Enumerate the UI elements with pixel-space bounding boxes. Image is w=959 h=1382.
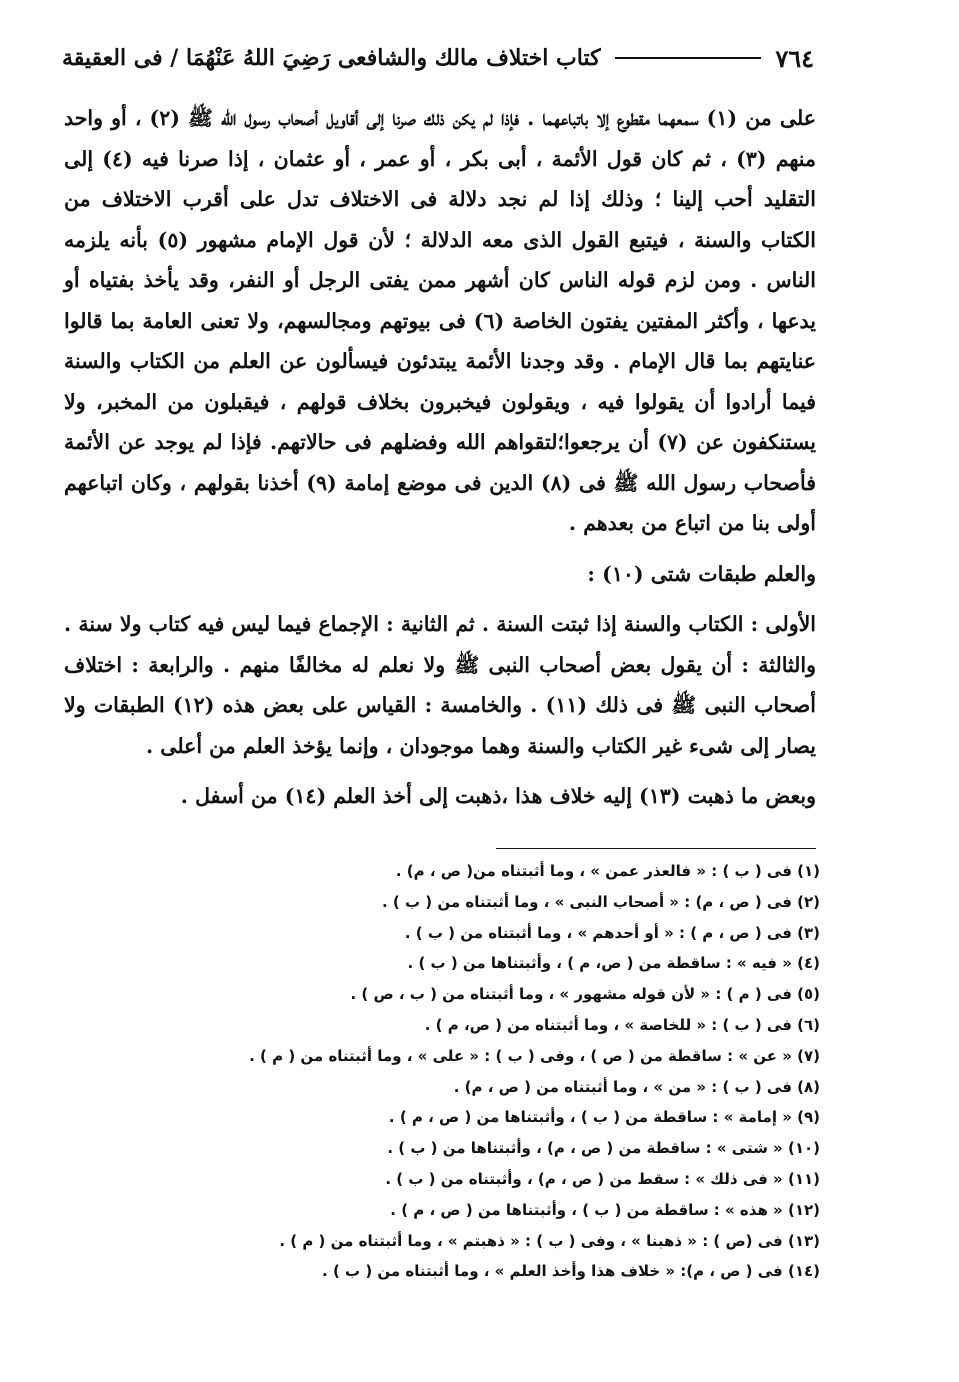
footnote-14: (١٤) فى ( ص ، م): « خلاف هذا وأخذ العلم » ، وما أثبتناه من ( ب ) .	[322, 1262, 820, 1281]
footnote-separator	[496, 848, 816, 849]
header-title: كتاب اختلاف مالك والشافعى رَضِيَ اللهُ عَنْهُمَا / فى العقيقة	[62, 45, 601, 71]
footnote-13: (١٣) فى (ص ) : « ذهبنا » ، وفى ( ب ) : « ذهبتم » ، وما أثبتناه من ( م ) .	[279, 1231, 820, 1250]
footnote-5: (٥) فى ( م ) : « لأن قوله مشهور » ، وما أثبتناه من ( ب ، ص ) .	[350, 985, 820, 1004]
paragraph-2: والعلم طبقات شتى (١٠) :	[587, 561, 816, 586]
footnote-7: (٧) « عن » : ساقطة من ( ص ) ، وفى ( ب ) : « على » ، وما أثبتناه من ( م ) .	[249, 1046, 820, 1065]
footnote-3: (٣) فى ( ص ، م ) : « أو أحدهم » ، وما أثبتناه من ( ب ) .	[404, 923, 820, 942]
running-header	[62, 38, 814, 78]
footnote-2: (٢) فى ( ص ، م) : « أصحاب النبى » ، وما أثبتناه من ( ب ) .	[381, 892, 820, 911]
paragraph-1: على من (١) سمعهما مقطوع إلا باتباعهما . فإذا لم يكن ذلك صرنا إلى أقاويل أصحاب رسول الله ﷺ (٢) ، أو واحد منهم (٣) ، ثم كان قول الأئمة ، أبى بكر ، أو عمر ، أو عثمان ، إذا صرنا فيه (٤) إلى التقليد أحب إلينا ؛ وذلك إذا لم نجد دلالة فى الاختلاف تدل على أقرب الاختلاف من الكتاب والسنة ، فيتبع القول الذى معه الدلالة ؛ لأن قول الإمام مشهور (٥) بأنه يلزمه الناس . ومن لزم قوله الناس كان أشهر ممن يفتى الرجل أو النفر، وقد يأخذ بفتياه أو يدعها ، وأكثر المفتين يفتون الخاصة (٦) فى بيوتهم ومجالسهم، ولا تعنى العامة بما قالوا عنايتهم بما قال الإمام . وقد وجدنا الأئمة يبتدئون فيسألون عن العلم من الكتاب والسنة فيما أرادوا أن يقولوا فيه ، ويقولون فيخبرون بخلاف قولهم ، فيقبلون من المخبر، ولا يستنكفون عن (٧) أن يرجعوا؛لتقواهم الله وفضلهم فى حالاتهم. فإذا لم يوجد عن الأئمة فأصحاب رسول الله ﷺ فى (٨) الدين فى موضع إمامة (٩) أخذنا بقولهم ، وكان اتباعهم أولى بنا من اتباع من بعدهم .	[64, 106, 817, 535]
paragraph-3: الأولى : الكتاب والسنة إذا ثبتت السنة . ثم الثانية : الإجماع فيما ليس فيه كتاب ولا سنة . والثالثة : أن يقول بعض أصحاب النبى ﷺ ولا نعلم له مخالفًا منهم . والرابعة : اختلاف أصحاب النبى ﷺ فى ذلك (١١) . والخامسة : القياس على بعض هذه (١٢) الطبقات ولا يصار إلى شىء غير الكتاب والسنة وهما موجودان ، وإنما يؤخذ العلم من أعلى .	[64, 612, 816, 758]
footnote-9: (٩) « إمامة » : ساقطة من ( ب ) ، وأثبتناها من ( ص ، م ) .	[388, 1108, 820, 1127]
main-text	[64, 98, 816, 817]
footnote-1: (١) فى ( ب ) : « فالعذر عمن » ، وما أثبتناه من( ص ، م) .	[395, 862, 820, 880]
footnote-6: (٦) فى ( ب ) : « للخاصة » ، وما أثبتناه من ( ص، م ) .	[424, 1015, 820, 1034]
page-number: ٧٦٤	[775, 43, 814, 73]
footnote-11: (١١) « فى ذلك » : سقط من ( ص ، م) ، وأثبتناه من ( ب ) .	[385, 1169, 820, 1188]
paragraph-4: وبعض ما ذهبت (١٣) إليه خلاف هذا ،ذهبت إلى أخذ العلم (١٤) من أسفل .	[180, 784, 816, 808]
footnote-4: (٤) « فيه » : ساقطة من ( ص، م ) ، وأثبتناها من ( ب ) .	[407, 954, 820, 973]
footnote-12: (١٢) « هذه » : ساقطة من ( ب ) ، وأثبتناها من ( ص ، م ) .	[390, 1200, 820, 1219]
header-rule	[615, 57, 762, 59]
footnotes	[120, 856, 820, 1287]
footnote-10: (١٠) « شتى » : ساقطة من ( ص ، م) ، وأثبتناها من ( ب ) .	[387, 1139, 820, 1158]
footnote-8: (٨) فى ( ب ) : « من » ، وما أثبتناه من ( ص ، م) .	[453, 1077, 820, 1096]
